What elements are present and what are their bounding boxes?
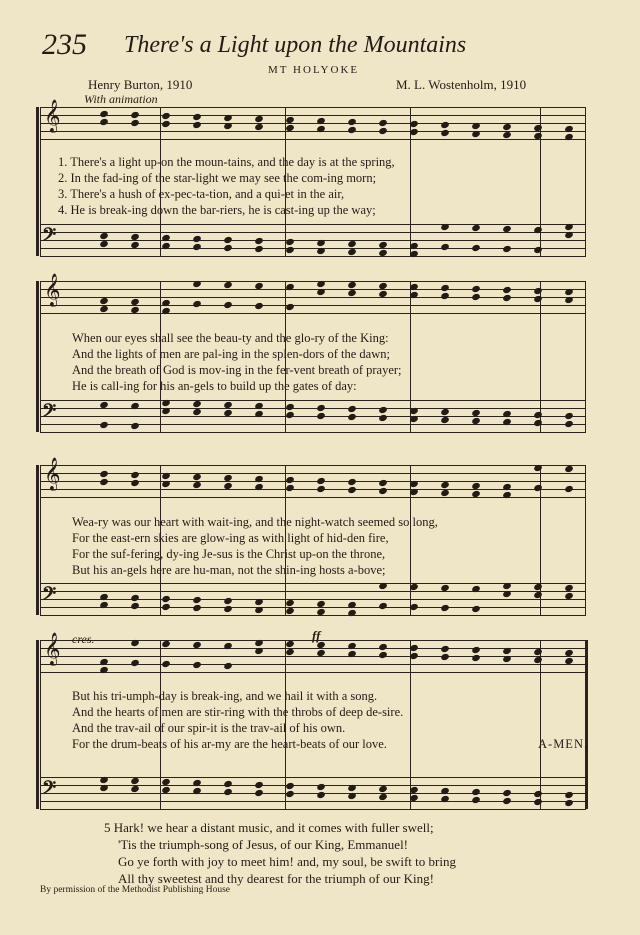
- verse5-line: Go ye forth with joy to meet him! and, my soul, be swift to bring: [118, 854, 456, 869]
- barline: [40, 640, 41, 809]
- lyric-line: For the east-ern skies are glow-ing as with light of hid-den fire,: [72, 531, 389, 545]
- barline: [540, 640, 541, 809]
- barline: [410, 640, 411, 809]
- hymn-number: 235: [42, 28, 87, 61]
- author: Henry Burton, 1910: [88, 77, 193, 92]
- bass-clef-icon: 𝄢: [42, 224, 57, 249]
- system-brace: [36, 640, 39, 809]
- bass-clef-icon: 𝄢: [42, 400, 57, 425]
- barline: [585, 640, 588, 809]
- lyric-line: Wea-ry was our heart with wait-ing, and the night-watch seemed so long,: [72, 515, 438, 529]
- lyric-line: 2. In the fad-ing of the star-light we may see the com-ing morn;: [58, 171, 377, 185]
- lyric-line: And the hearts of men are stir-ring with the throbs of deep de-sire.: [72, 705, 404, 719]
- tempo-marking: With animation: [84, 92, 158, 106]
- verse5-line: 5 Hark! we hear a distant music, and it comes with fuller swell;: [104, 820, 434, 835]
- barline: [410, 465, 411, 615]
- verse5-line: All thy sweetest and thy dearest for the triumph of our King!: [118, 871, 434, 886]
- lyric-line: And the lights of men are pal-ing in the splen-dors of the dawn;: [72, 347, 390, 361]
- lyric-line: For the suf-fering, dy-ing Je-sus is the Christ up-on the throne,: [72, 547, 386, 561]
- permission-note: By permission of the Methodist Publishing House: [40, 885, 230, 895]
- cres-marking: cres.: [72, 632, 95, 646]
- lyric-line: For the drum-beats of his ar-my are the heart-beats of our love.: [72, 737, 387, 751]
- bass-clef-icon: 𝄢: [42, 583, 57, 608]
- bass-clef-icon: 𝄢: [42, 777, 57, 802]
- lyric-line: 4. He is break-ing down the bar-riers, he is cast-ing up the way;: [58, 203, 376, 217]
- barline: [40, 281, 41, 432]
- verse5-line: 'Tis the triumph-song of Jesus, of our King, Emmanuel!: [118, 837, 409, 852]
- barline: [540, 281, 541, 432]
- barline: [40, 465, 41, 615]
- lyric-line: He is call-ing for his an-gels to build up the gates of day:: [72, 379, 357, 393]
- hymn-title: There's a Light upon the Mountains: [124, 32, 467, 58]
- lyric-line: And the breath of God is mov-ing in the fer-vent breath of prayer;: [72, 363, 402, 377]
- tune-name: MT HOLYOKE: [268, 64, 360, 76]
- system-brace: [36, 107, 39, 256]
- lyric-line: And the trav-ail of our spir-it is the trav-ail of his own.: [72, 721, 346, 735]
- ff-marking: ff: [312, 628, 321, 643]
- treble-clef-icon: 𝄞: [44, 101, 61, 132]
- treble-clef-icon: 𝄞: [44, 459, 61, 490]
- lyric-line: 1. There's a light up-on the moun-tains, and the day is at the spring,: [58, 155, 395, 169]
- treble-clef-icon: 𝄞: [44, 634, 61, 665]
- composer: M. L. Wostenholm, 1910: [396, 77, 527, 92]
- lyric-line: But his an-gels here are hu-man, not the shin-ing hosts a-bove;: [72, 563, 386, 577]
- amen-text: A-MEN.: [538, 737, 589, 751]
- lyric-line: But his tri-umph-day is break-ing, and we hail it with a song.: [72, 689, 378, 703]
- lyric-line: When our eyes shall see the beau-ty and the glo-ry of the King:: [72, 331, 389, 345]
- barline: [585, 107, 586, 256]
- treble-clef-icon: 𝄞: [44, 275, 61, 306]
- barline: [585, 465, 586, 615]
- system-brace: [36, 465, 39, 615]
- barline: [40, 107, 41, 256]
- system-brace: [36, 281, 39, 432]
- barline: [585, 281, 586, 432]
- lyric-line: 3. There's a hush of ex-pec-ta-tion, and a qui-et in the air,: [58, 187, 345, 201]
